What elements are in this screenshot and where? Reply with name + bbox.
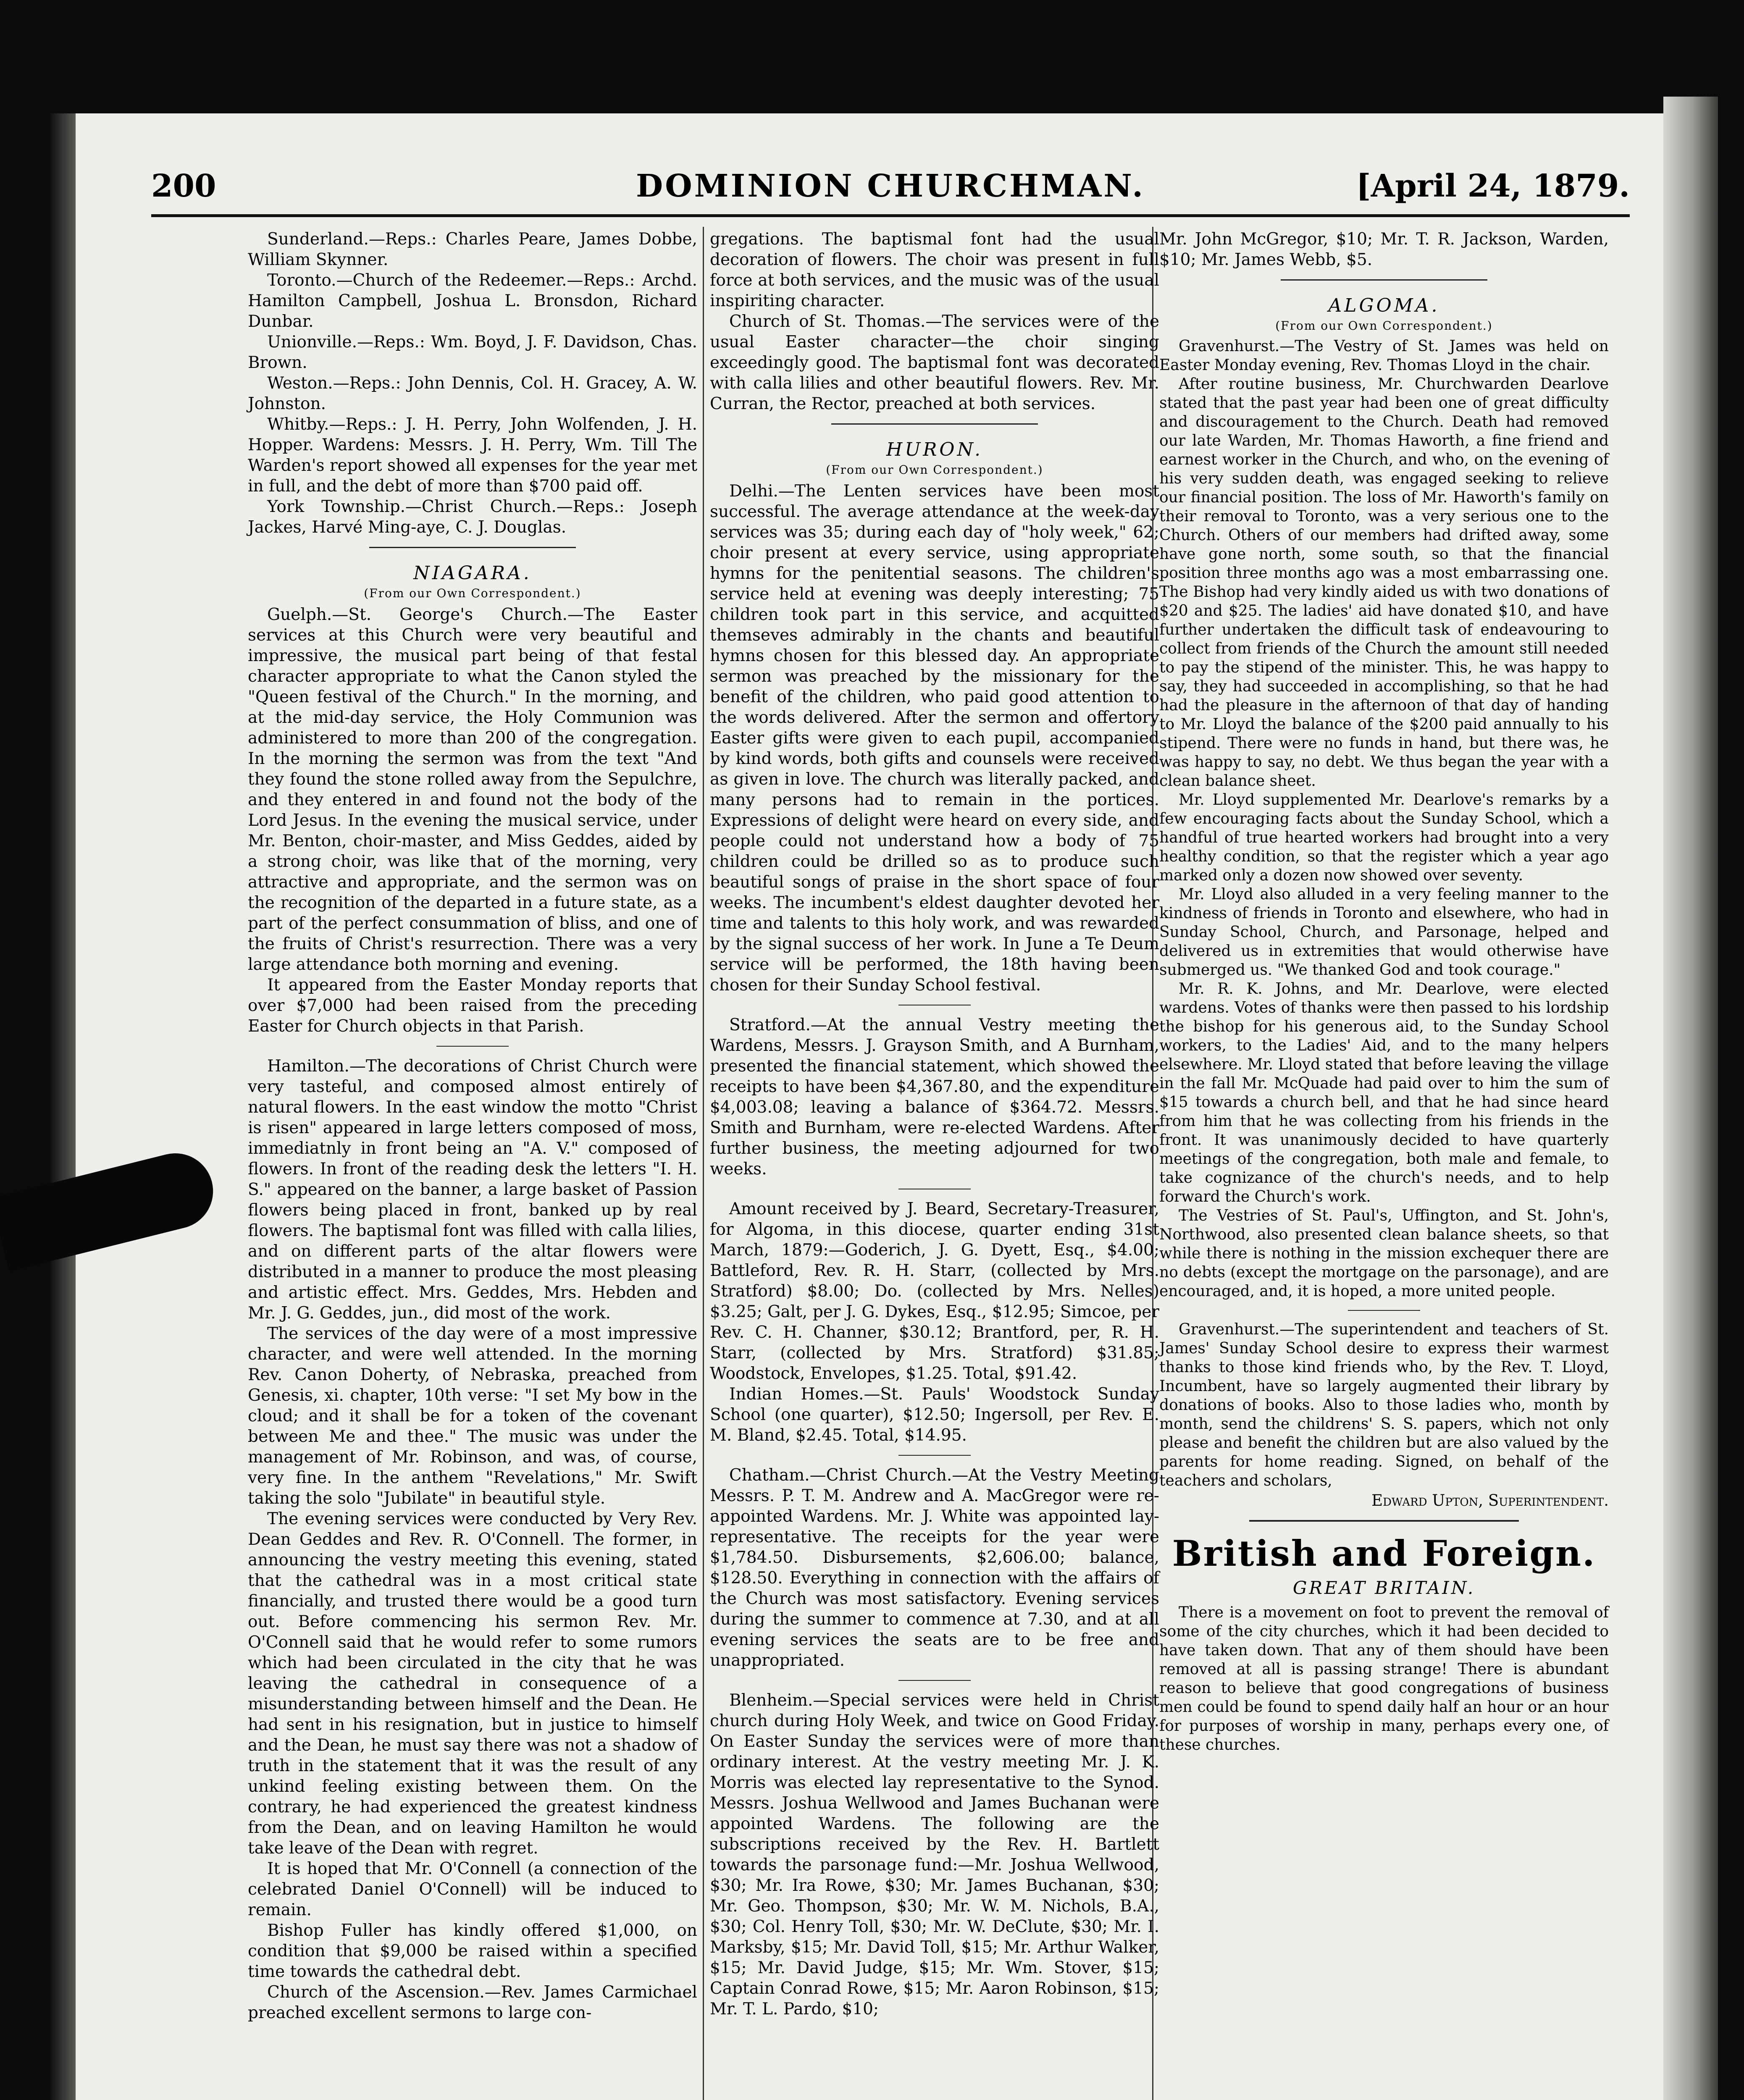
column-middle <box>710 229 1159 2100</box>
item-separator <box>898 1455 970 1456</box>
article-chatham: Chatham.—Christ Church.—At the Vestry Meeting Messrs. P. T. M. Andrew and A. MacGregor were re-appointed Wardens. Mr. J. White was appointed lay-representative. The receipts for the year were $1,784.50. Disbursements, $2,606.00; balance, $128.50. Everything in connection with the affairs of the Church was most satisfactory. Evening services during the summer to commence at 7.30, and at all evening services the seats are to be free and unappropriated. <box>710 1466 1159 1670</box>
report-sunderland: Sunderland.—Reps.: Charles Peare, James Dobbe, William Skynner. <box>248 230 697 269</box>
article-city-churches: There is a movement on foot to prevent the removal of some of the city churches, which it had been decided to have taken down. That any of them should have been removed at all is passing strange! There is abundant reason to believe that good congregations of business men could be found to spend daily half an hour or an hour for purposes of worship in many, perhaps every one, of these churches. <box>1159 1604 1609 1754</box>
article-gravenhurst-vestries: The Vestries of St. Paul's, Uffington, and St. John's, Northwood, also presented clean balance sheets, so that while there is nothing in the mission exchequer there are no debts (except the mortgage on the parsonage), and are encouraged, and, it is hoped, a more united people. <box>1159 1207 1609 1300</box>
section-separator <box>1281 279 1487 281</box>
report-york-township: York Township.—Christ Church.—Reps.: Joseph Jackes, Harvé Ming-aye, C. J. Douglas. <box>248 497 697 537</box>
article-st-thomas: Church of St. Thomas.—The services were of the usual Easter character—the choir singing exceedingly good. The baptismal font was decorated with calla lilies and other beautiful flowers. Rev. Mr. Curran, the Rector, preached at both services. <box>710 312 1159 413</box>
article-gravenhurst-thanks: Gravenhurst.—The superintendent and teachers of St. James' Sunday School desire to express their warmest thanks to those kind friends who, by the Rev. T. Lloyd, Incumbent, have so largely augmented their library by donations of books. Also to those ladies who, month by month, send the childrens' S. S. papers, which not only please and benefit the children but are also valued by the parents for home reading. Signed, on behalf of the teachers and scholars, <box>1159 1321 1609 1489</box>
subheading-great-britain: GREAT BRITAIN. <box>1292 1578 1476 1598</box>
article-blenheim: Blenheim.—Special services were held in Christ church during Holy Week, and twice on Good Friday. On Easter Sunday the services were of more than ordinary interest. At the vestry meeting Mr. J. K. Morris was elected lay representative to the Synod. Messrs. Joshua Wellwood and James Buchanan were appointed Wardens. The following are the subscriptions received by the Rev. H. Bartlett towards the parsonage fund:—Mr. Joshua Wellwood, $30; Mr. Ira Rowe, $30; Mr. James Buchanan, $30; Mr. Geo. Thompson, $30; Mr. W. M. Nichols, B.A., $30; Col. Henry Toll, $30; Mr. W. DeClute, $30; Mr. I. Marksby, $15; Mr. David Toll, $15; Mr. Arthur Walker, $15; Mr. David Judge, $15; Mr. Wm. Stover, $15; Captain Conrad Rowe, $15; Mr. Aaron Robinson, $15; Mr. T. L. Pardo, $10; <box>710 1691 1159 2019</box>
issue-date: [April 24, 1879. <box>1356 168 1630 204</box>
article-hamilton-services: The services of the day were of a most impressive character, and were well attended. In the morning Rev. Canon Doherty, of Nebraska, preached from Genesis, xi. chapter, 10th verse: "I set My bow in the cloud; and it shall be for a token of the covenant between Me and thee." The music was under the management of Mr. Robinson, and was, of course, very fine. In the anthem "Revelations," Mr. Swift taking the solo "Jubilate" in beautiful style. <box>248 1324 697 1508</box>
running-head <box>151 168 1630 214</box>
article-guelph-easter: It appeared from the Easter Monday reports that over $7,000 had been raised from the preceding Easter for Church objects in that Parish. <box>248 976 697 1036</box>
article-guelph: Guelph.—St. George's Church.—The Easter services at this Church were very beautiful and impressive, the musical part being of that festal character appropriate to what the Canon styled the "Queen festival of the Church." In the morning, and at the mid-day service, the Holy Communion was administered to more than 200 of the congregation. In the morning the sermon was from the text "And they found the stone rolled away from the Sepulchre, and they entered in and found not the body of the Lord Jesus. In the evening the musical service, under Mr. Benton, choir-master, and Miss Geddes, aided by a strong choir, was like that of the morning, very attractive and appropriate, and the sermon was on the recognition of the departed in a future state, as a part of the perfect consummation of bliss, and one of the fruits of Christ's resurrection. There was a very large attendance both morning and evening. <box>248 605 697 974</box>
article-gravenhurst-wardens: Mr. R. K. Johns, and Mr. Dearlove, were elected wardens. Votes of thanks were then passed to his lordship the bishop for his generous aid, to the Sunday School workers, to the Ladies' Aid, and to the many helpers elsewhere. Mr. Lloyd stated that before leaving the village in the fall Mr. McQuade had paid over to him the sum of $15 towards a church bell, and that he had since heard from him that he was collecting from his friends in the front. It was unanimously decided to have quarterly meetings of the congregation, both male and female, to take cognizance of the church's needs, and to help forward the Church's work. <box>1159 980 1609 1205</box>
article-congregations-cont: gregations. The baptismal font had the usual decoration of flowers. The choir was present in full force at both services, and the music was of the usual inspiriting character. <box>710 230 1159 310</box>
report-unionville: Unionville.—Reps.: Wm. Boyd, J. F. Davidson, Chas. Brown. <box>248 333 697 372</box>
article-indian-homes: Indian Homes.—St. Pauls' Woodstock Sunday School (one quarter), $12.50; Ingersoll, per Rev. E. M. Bland, $2.45. Total, $14.95. <box>710 1385 1159 1445</box>
correspondent-line: (From our Own Correspondent.) <box>364 586 581 600</box>
section-heading-niagara: NIAGARA. <box>413 562 532 584</box>
article-delhi: Delhi.—The Lenten services have been most successful. The average attendance at the week-day services was 35; during each day of "holy week," 62; choir present at every service, using appropriate hymns for the penitential seasons. The children's service held at evening was deeply interesting; 75 children took part in this service, and acquitted themseves admirably in the chants and beautiful hymns chosen for this blessed day. An appropriate sermon was preached by the missionary for the benefit of the children, who paid good attention to the words delivered. After the sermon and offertory Easter gifts were given to each pupil, accompanied by kind words, both gifts and counsels were received as given in love. The church was literally packed, and many persons had to remain in the portices. Expressions of delight were heard on every side, and people could not understand how a body of 75 children could be drilled so as to produce such beautiful songs of praise in the short space of four weeks. The incumbent's eldest daughter devoted her time and talents to this holy work, and was rewarded by the signal success of her work. In June a Te Deum service will be performed, the 18th having been chosen for their Sunday School festival. <box>710 482 1159 995</box>
article-algoma-receipts: Amount received by J. Beard, Secretary-Treasurer, for Algoma, in this diocese, quarter ending 31st March, 1879:—Goderich, J. G. Dyett, Esq., $4.00; Battleford, Rev. R. H. Starr, (collected by Mrs. Stratford) $8.00; Do. (collected by Mrs. Nelles) $3.25; Galt, per J. G. Dykes, Esq., $12.95; Simcoe, per Rev. C. H. Channer, $30.12; Brantford, per, R. H. Starr, (collected by Mrs. Stratford) $31.85; Woodstock, Envelopes, $1.25. Total, $91.42. <box>710 1200 1159 1383</box>
signature-line: Edward Upton, Superintendent. <box>1371 1491 1609 1509</box>
binding-edge <box>50 113 76 2100</box>
column-right <box>1159 229 1609 2100</box>
article-stratford: Stratford.—At the annual Vestry meeting the Wardens, Messrs. J. Grayson Smith, and A Burnham, presented the financial statement, which showed the receipts to have been $4,367.80, and the expenditure $4,003.08; leaving a balance of $364.72. Messrs. Smith and Burnham, were re-elected Wardens. After further business, the meeting adjourned for two weeks. <box>710 1016 1159 1179</box>
article-gravenhurst-vestry: Gravenhurst.—The Vestry of St. James was held on Easter Monday evening, Rev. Thomas Lloyd in the chair. <box>1159 338 1609 374</box>
article-hamilton-evening: The evening services were conducted by Very Rev. Dean Geddes and Rev. R. O'Connell. The former, in announcing the vestry meeting this evening, stated that the cathedral was in a most critical state financially, and trusted there would be a good turn out. Before commencing his sermon Rev. Mr. O'Connell said that he would refer to some rumors which had been circulated in the city that he was leaving the cathedral in consequence of a misunderstanding between himself and the Dean. He had sent in his resignation, but in justice to himself and the Dean, he must say there was not a shadow of truth in the statement that it was the result of any unkind feeling existing between them. On the contrary, he had experienced the greatest kindness from the Dean, and on leaving Hamilton he would take leave of the Dean with regret. <box>248 1509 697 1858</box>
page-number: 200 <box>151 168 216 204</box>
report-toronto: Toronto.—Church of the Redeemer.—Reps.: Archd. Hamilton Campbell, Joshua L. Bronsdon, Richard Dunbar. <box>248 271 697 331</box>
article-gravenhurst-sunday-school: Mr. Lloyd supplemented Mr. Dearlove's remarks by a few encouraging facts about the Sunday School, which a handful of true hearted workers had brought into a very healthy condition, so that the register which a year ago marked only a dozen now showed over seventy. <box>1159 791 1609 884</box>
section-heading-huron: HURON. <box>886 439 983 460</box>
article-hamilton: Hamilton.—The decorations of Christ Church were very tasteful, and composed almost entirely of natural flowers. In the east window the motto "Christ is risen" appeared in large letters composed of moss, immediatnly in front being an "A. V." composed of flowers. In front of the reading desk the letters "I. H. S." appeared on the banner, a large basket of Passion flowers being placed in front, banked up by real flowers. The baptismal font was filled with calla lilies, and on different parts of the altar flowers were distributed in a manner to produce the most pleasing and artistic effect. Mrs. Geddes, Mrs. Hebden and Mr. J. G. Geddes, jun., did most of the work. <box>248 1057 697 1323</box>
section-separator <box>1249 1520 1519 1522</box>
article-ascension: Church of the Ascension.—Rev. James Carmichael preached excellent sermons to large con- <box>248 1983 697 2022</box>
article-hamilton-oconnell: It is hoped that Mr. O'Connell (a connection of the celebrated Daniel O'Connell) will be induced to remain. <box>248 1859 697 1919</box>
header-rule <box>151 214 1630 217</box>
article-subscriptions-cont: Mr. John McGregor, $10; Mr. T. R. Jackson, Warden, $10; Mr. James Webb, $5. <box>1159 230 1609 269</box>
report-whitby: Whitby.—Reps.: J. H. Perry, John Wolfenden, J. H. Hopper. Wardens: Messrs. J. H. Perry, Wm. Till The Warden's report showed all expenses for the year met in full, and the debt of more than $700 paid off. <box>248 415 697 496</box>
journal-title: DOMINION CHURCHMAN. <box>636 168 1145 204</box>
section-separator <box>831 423 1038 425</box>
article-gravenhurst-dearlove: After routine business, Mr. Churchwarden Dearlove stated that the past year had been one of great difficulty and discouragement to the Church. Death had removed our late Warden, Mr. Thomas Haworth, a fine friend and earnest worker in the Church, and who, on the evening of his very sudden death, was engaged seeking to relieve our financial position. The loss of Mr. Haworth's family on their removal to Toronto, was a very serious one to the Church. Others of our members had drifted away, some have gone north, some south, so that the financial position three months ago was a most embarrassing one. The Bishop had very kindly aided us with two donations of $20 and $25. The ladies' aid have donated $10, and have further undertaken the difficult task of endeavouring to collect from friends of the Church the amount still needed to pay the stipend of the minister. This, he was happy to say, they had succeeded in accomplishing, so that he had had the pleasure in the afternoon of that day of handing to Mr. Lloyd the balance of the $200 paid annually to his stipend. There were no funds in hand, but there was, he was happy to say, no debt. We thus began the year with a clean balance sheet. <box>1159 375 1609 790</box>
article-hamilton-fuller: Bishop Fuller has kindly offered $1,000, on condition that $9,000 be raised within a specified time towards the cathedral debt. <box>248 1921 697 1981</box>
column-left <box>248 229 697 2100</box>
column-rule <box>703 227 704 2100</box>
item-separator <box>898 1680 970 1681</box>
section-heading-british-foreign: British and Foreign. <box>1172 1533 1596 1574</box>
report-weston: Weston.—Reps.: John Dennis, Col. H. Gracey, A. W. Johnston. <box>248 374 697 413</box>
article-gravenhurst-kindness: Mr. Lloyd also alluded in a very feeling manner to the kindness of friends in Toronto and elsewhere, who had in Sunday School, Church, and Parsonage, helped and delivered us in extremities that would otherwise have submerged us. "We thanked God and took courage." <box>1159 886 1609 979</box>
page-fold-shadow <box>1663 97 1718 2100</box>
section-heading-algoma: ALGOMA. <box>1328 295 1440 316</box>
section-separator <box>369 547 576 548</box>
item-separator <box>1348 1310 1420 1311</box>
correspondent-line: (From our Own Correspondent.) <box>826 463 1043 477</box>
correspondent-line: (From our Own Correspondent.) <box>1275 319 1493 333</box>
item-separator <box>436 1046 508 1047</box>
